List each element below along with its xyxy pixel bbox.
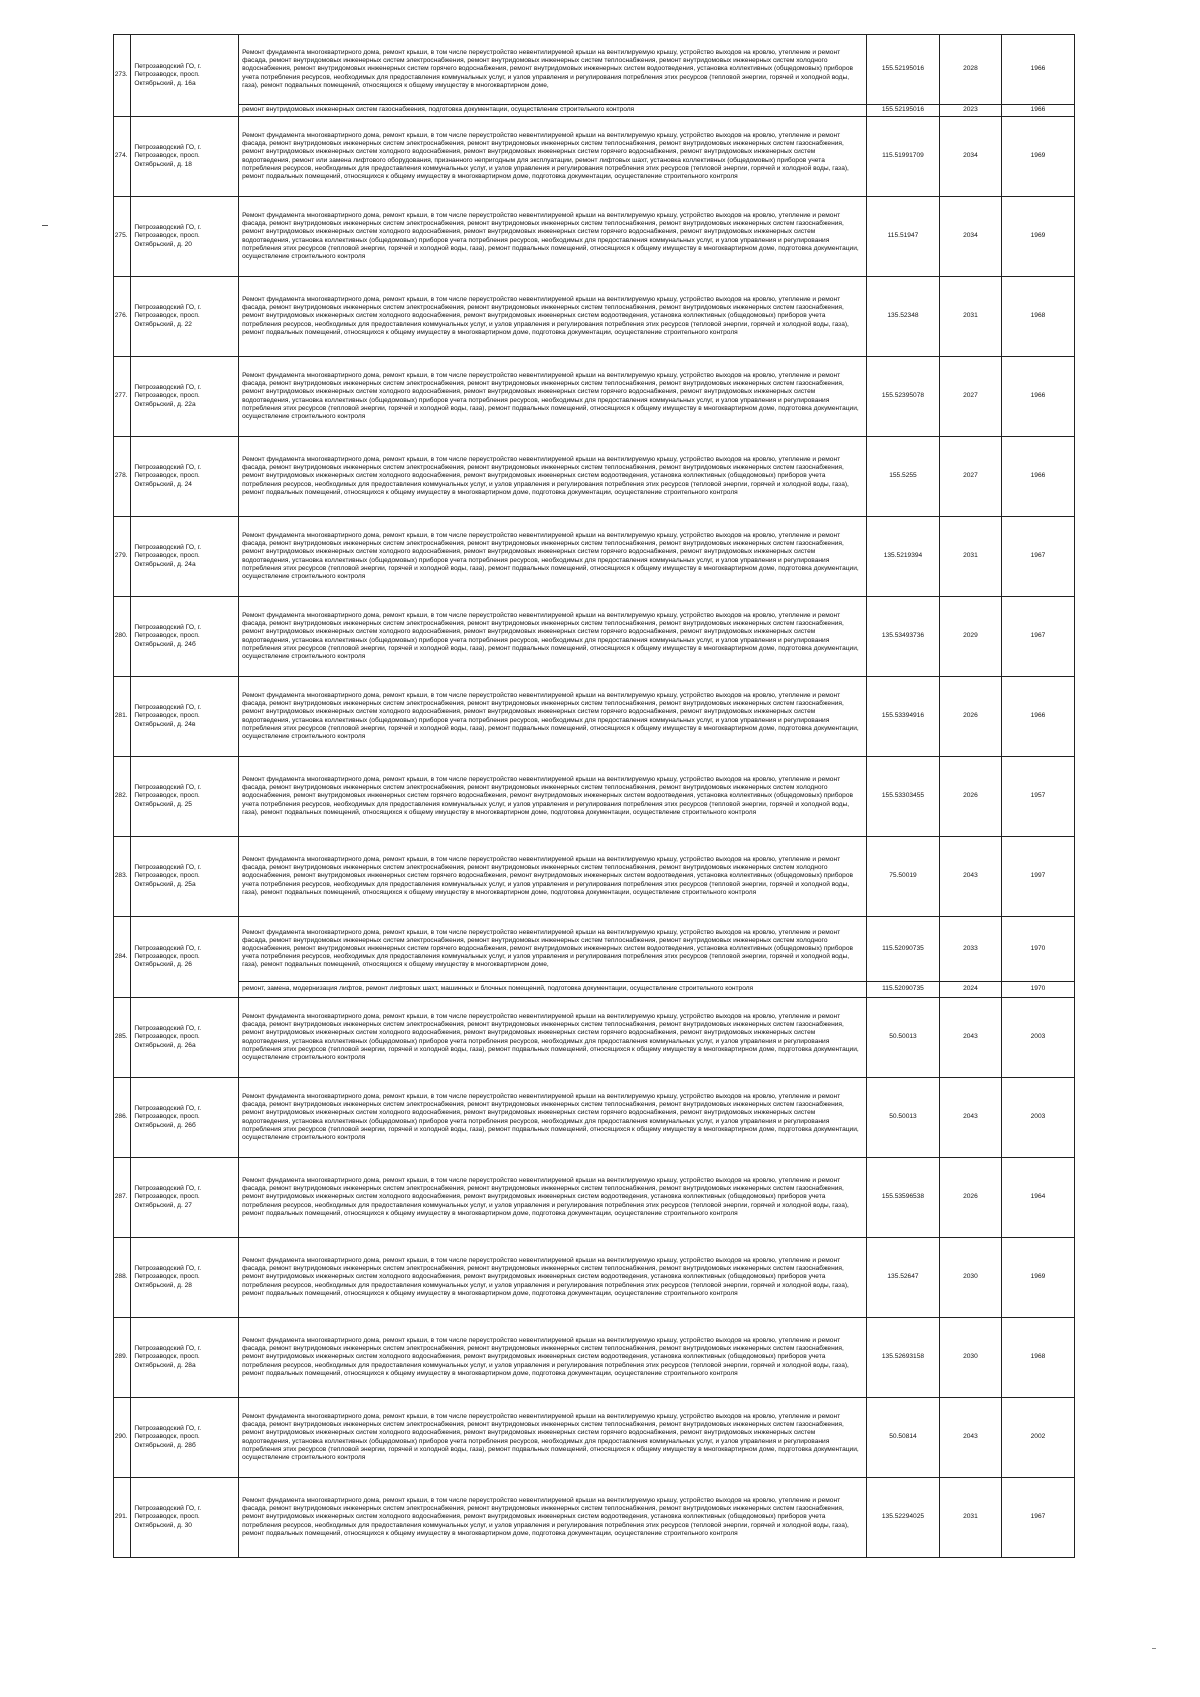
cost-cell: 155.53394916	[866, 677, 939, 757]
works-cell: Ремонт фундамента многоквартирного дома, ремонт крыши, в том числе переустройство невентилируемой крыши на вентилируемую крышу, устройство выходов на кровлю, утепление и ремонт фасада, ремонт внутридомовых инженерных систем электроснабжения, ремонт внутридомовых инженерных систем теплоснабжения, ремонт внутридомовых инженерных систем газоснабжения, ремонт внутридомовых инженерных систем холодного водоснабжения, ремонт внутридомовых инженерных систем водоотведения, установка коллективных (общедомовых) приборов учета потребления ресурсов, необходимых для предоставления коммунальных услуг, и узлов управления и регулирования потребления этих ресурсов (тепловой энергии, горячей и холодной воды, газа), ремонт подвальных помещений, относящихся к общему имуществу в многоквартирном доме, подготовка документации, осуществление строительного контроля	[239, 1318, 867, 1398]
cost-cell: 155.52195016	[866, 35, 939, 105]
cost-cell: 155.52395078	[866, 357, 939, 437]
capital-repair-table	[113, 34, 1075, 1558]
margin-mark	[1152, 1648, 1156, 1649]
row-number: 281.	[114, 677, 131, 757]
address-cell: Петрозаводский ГО, г. Петрозаводск, просп. Октябрьский, д. 26а	[131, 998, 239, 1078]
built-year-cell: 1967	[1001, 1478, 1074, 1558]
address-cell: Петрозаводский ГО, г. Петрозаводск, просп. Октябрьский, д. 28	[131, 1238, 239, 1318]
cost-cell: 155.53303455	[866, 757, 939, 837]
row-number: 273.	[114, 35, 131, 117]
table-row	[114, 837, 1075, 917]
row-number: 283.	[114, 837, 131, 917]
built-year-cell: 1997	[1001, 837, 1074, 917]
planned-year-cell: 2028	[939, 35, 1001, 105]
works-cell: Ремонт фундамента многоквартирного дома, ремонт крыши, в том числе переустройство невентилируемой крыши на вентилируемую крышу, устройство выходов на кровлю, утепление и ремонт фасада, ремонт внутридомовых инженерных систем электроснабжения, ремонт внутридомовых инженерных систем теплоснабжения, ремонт внутридомовых инженерных систем газоснабжения, ремонт внутридомовых инженерных систем холодного водоснабжения, ремонт внутридомовых инженерных систем горячего водоснабжения, ремонт внутридомовых инженерных систем водоотведения, установка коллективных (общедомовых) приборов учета потребления ресурсов, необходимых для предоставления коммунальных услуг, и узлов управления и регулирования потребления этих ресурсов (тепловой энергии, горячей и холодной воды, газа), ремонт подвальных помещений, относящихся к общему имуществу в многоквартирном доме, подготовка документации, осуществление строительного контроля	[239, 677, 867, 757]
planned-year-cell: 2029	[939, 597, 1001, 677]
cost-cell: 50.50013	[866, 998, 939, 1078]
table-row	[114, 1318, 1075, 1398]
table-row	[114, 1478, 1075, 1558]
table-row	[114, 998, 1075, 1078]
address-cell: Петрозаводский ГО, г. Петрозаводск, просп. Октябрьский, д. 30	[131, 1478, 239, 1558]
table-row	[114, 757, 1075, 837]
planned-year-cell: 2043	[939, 837, 1001, 917]
built-year-cell: 2003	[1001, 1078, 1074, 1158]
built-year-cell: 2003	[1001, 998, 1074, 1078]
built-year-cell: 1966	[1001, 357, 1074, 437]
address-cell: Петрозаводский ГО, г. Петрозаводск, просп. Октябрьский, д. 22	[131, 277, 239, 357]
table-row	[114, 517, 1075, 597]
table-row	[114, 35, 1075, 105]
cost-cell: 50.50013	[866, 1078, 939, 1158]
works-cell: Ремонт фундамента многоквартирного дома, ремонт крыши, в том числе переустройство невентилируемой крыши на вентилируемую крышу, устройство выходов на кровлю, утепление и ремонт фасада, ремонт внутридомовых инженерных систем электроснабжения, ремонт внутридомовых инженерных систем теплоснабжения, ремонт внутридомовых инженерных систем газоснабжения, ремонт внутридомовых инженерных систем холодного водоснабжения, ремонт внутридомовых инженерных систем водоотведения, установка коллективных (общедомовых) приборов учета потребления ресурсов, необходимых для предоставления коммунальных услуг, и узлов управления и регулирования потребления этих ресурсов (тепловой энергии, горячей и холодной воды, газа), ремонт подвальных помещений, относящихся к общему имуществу в многоквартирном доме, подготовка документации, осуществление строительного контроля	[239, 1158, 867, 1238]
table-row	[114, 1398, 1075, 1478]
table-row	[114, 277, 1075, 357]
row-number: 274.	[114, 117, 131, 197]
row-number: 282.	[114, 757, 131, 837]
address-cell: Петрозаводский ГО, г. Петрозаводск, просп. Октябрьский, д. 26	[131, 917, 239, 998]
table-row	[114, 197, 1075, 277]
planned-year-cell: 2031	[939, 1478, 1001, 1558]
built-year-cell: 1970	[1001, 982, 1074, 998]
built-year-cell: 1966	[1001, 437, 1074, 517]
cost-cell: 135.52294025	[866, 1478, 939, 1558]
cost-cell: 115.51991709	[866, 117, 939, 197]
address-cell: Петрозаводский ГО, г. Петрозаводск, просп. Октябрьский, д. 20	[131, 197, 239, 277]
row-number: 276.	[114, 277, 131, 357]
works-cell: Ремонт фундамента многоквартирного дома, ремонт крыши, в том числе переустройство невентилируемой крыши на вентилируемую крышу, устройство выходов на кровлю, утепление и ремонт фасада, ремонт внутридомовых инженерных систем электроснабжения, ремонт внутридомовых инженерных систем теплоснабжения, ремонт внутридомовых инженерных систем газоснабжения, ремонт внутридомовых инженерных систем холодного водоснабжения, ремонт внутридомовых инженерных систем водоотведения, установка коллективных (общедомовых) приборов учета потребления ресурсов, необходимых для предоставления коммунальных услуг, и узлов управления и регулирования потребления этих ресурсов (тепловой энергии, горячей и холодной воды, газа), ремонт подвальных помещений, относящихся к общему имуществу в многоквартирном доме, подготовка документации, осуществление строительного контроля	[239, 1238, 867, 1318]
built-year-cell: 1970	[1001, 917, 1074, 982]
cost-cell: 135.53493736	[866, 597, 939, 677]
row-number: 288.	[114, 1238, 131, 1318]
planned-year-cell: 2033	[939, 917, 1001, 982]
works-cell: Ремонт фундамента многоквартирного дома, ремонт крыши, в том числе переустройство невентилируемой крыши на вентилируемую крышу, устройство выходов на кровлю, утепление и ремонт фасада, ремонт внутридомовых инженерных систем электроснабжения, ремонт внутридомовых инженерных систем теплоснабжения, ремонт внутридомовых инженерных систем холодного водоснабжения, ремонт внутридомовых инженерных систем горячего водоснабжения, ремонт внутридомовых инженерных систем водоотведения, установка коллективных (общедомовых) приборов учета потребления ресурсов, необходимых для предоставления коммунальных услуг, и узлов управления и регулирования потребления этих ресурсов (тепловой энергии, горячей и холодной воды, газа), ремонт подвальных помещений, относящихся к общему имуществу в многоквартирном доме, подготовка документации, осуществление строительного контроля	[239, 757, 867, 837]
row-number: 279.	[114, 517, 131, 597]
cost-cell: 135.52348	[866, 277, 939, 357]
cost-cell: 135.52693158	[866, 1318, 939, 1398]
address-cell: Петрозаводский ГО, г. Петрозаводск, просп. Октябрьский, д. 27	[131, 1158, 239, 1238]
address-cell: Петрозаводский ГО, г. Петрозаводск, просп. Октябрьский, д. 18	[131, 117, 239, 197]
margin-mark	[42, 225, 48, 226]
works-cell: Ремонт фундамента многоквартирного дома, ремонт крыши, в том числе переустройство невентилируемой крыши на вентилируемую крышу, устройство выходов на кровлю, утепление и ремонт фасада, ремонт внутридомовых инженерных систем электроснабжения, ремонт внутридомовых инженерных систем теплоснабжения, ремонт внутридомовых инженерных систем газоснабжения, ремонт внутридомовых инженерных систем холодного водоснабжения, ремонт внутридомовых инженерных систем горячего водоснабжения, ремонт внутридомовых инженерных систем водоотведения, установка коллективных (общедомовых) приборов учета потребления ресурсов, необходимых для предоставления коммунальных услуг, и узлов управления и регулирования потребления этих ресурсов (тепловой энергии, горячей и холодной воды, газа), ремонт подвальных помещений, относящихся к общему имуществу в многоквартирном доме, подготовка документации, осуществление строительного контроля	[239, 597, 867, 677]
planned-year-cell: 2043	[939, 1078, 1001, 1158]
works-cell: Ремонт фундамента многоквартирного дома, ремонт крыши, в том числе переустройство невентилируемой крыши на вентилируемую крышу, устройство выходов на кровлю, утепление и ремонт фасада, ремонт внутридомовых инженерных систем электроснабжения, ремонт внутридомовых инженерных систем теплоснабжения, ремонт внутридомовых инженерных систем газоснабжения, ремонт внутридомовых инженерных систем холодного водоснабжения, ремонт внутридомовых инженерных систем горячего водоснабжения, ремонт внутридомовых инженерных систем водоотведения, установка коллективных (общедомовых) приборов учета потребления ресурсов, необходимых для предоставления коммунальных услуг, и узлов управления и регулирования потребления этих ресурсов (тепловой энергии, горячей и холодной воды, газа), ремонт подвальных помещений, относящихся к общему имуществу в многоквартирном доме, подготовка документации, осуществление строительного контроля	[239, 197, 867, 277]
planned-year-cell: 2034	[939, 197, 1001, 277]
planned-year-cell: 2031	[939, 277, 1001, 357]
works-cell: Ремонт фундамента многоквартирного дома, ремонт крыши, в том числе переустройство невентилируемой крыши на вентилируемую крышу, устройство выходов на кровлю, утепление и ремонт фасада, ремонт внутридомовых инженерных систем электроснабжения, ремонт внутридомовых инженерных систем теплоснабжения, ремонт внутридомовых инженерных систем газоснабжения, ремонт внутридомовых инженерных систем холодного водоснабжения, ремонт внутридомовых инженерных систем водоотведения, установка коллективных (общедомовых) приборов учета потребления ресурсов, необходимых для предоставления коммунальных услуг, и узлов управления и регулирования потребления этих ресурсов (тепловой энергии, горячей и холодной воды, газа), ремонт подвальных помещений, относящихся к общему имуществу в многоквартирном доме, подготовка документации, осуществление строительного контроля	[239, 1478, 867, 1558]
address-cell: Петрозаводский ГО, г. Петрозаводск, просп. Октябрьский, д. 28б	[131, 1398, 239, 1478]
table-row	[114, 982, 1075, 998]
table-row	[114, 105, 1075, 117]
planned-year-cell: 2027	[939, 357, 1001, 437]
planned-year-cell: 2024	[939, 982, 1001, 998]
address-cell: Петрозаводский ГО, г. Петрозаводск, просп. Октябрьский, д. 26б	[131, 1078, 239, 1158]
cost-cell: 115.52090735	[866, 917, 939, 982]
row-number: 289.	[114, 1318, 131, 1398]
row-number: 280.	[114, 597, 131, 677]
address-cell: Петрозаводский ГО, г. Петрозаводск, просп. Октябрьский, д. 24а	[131, 517, 239, 597]
address-cell: Петрозаводский ГО, г. Петрозаводск, просп. Октябрьский, д. 22а	[131, 357, 239, 437]
planned-year-cell: 2043	[939, 998, 1001, 1078]
table-row	[114, 1238, 1075, 1318]
works-cell: Ремонт фундамента многоквартирного дома, ремонт крыши, в том числе переустройство невентилируемой крыши на вентилируемую крышу, устройство выходов на кровлю, утепление и ремонт фасада, ремонт внутридомовых инженерных систем электроснабжения, ремонт внутридомовых инженерных систем теплоснабжения, ремонт внутридомовых инженерных систем холодного водоснабжения, ремонт внутридомовых инженерных систем горячего водоснабжения, ремонт внутридомовых инженерных систем водоотведения, установка коллективных (общедомовых) приборов учета потребления ресурсов, необходимых для предоставления коммунальных услуг, и узлов управления и регулирования потребления этих ресурсов (тепловой энергии, горячей и холодной воды, газа), ремонт подвальных помещений, относящихся к общему имуществу в многоквартирном доме,	[239, 35, 867, 105]
row-number: 285.	[114, 998, 131, 1078]
works-cell: Ремонт фундамента многоквартирного дома, ремонт крыши, в том числе переустройство невентилируемой крыши на вентилируемую крышу, устройство выходов на кровлю, утепление и ремонт фасада, ремонт внутридомовых инженерных систем электроснабжения, ремонт внутридомовых инженерных систем теплоснабжения, ремонт внутридомовых инженерных систем газоснабжения, ремонт внутридомовых инженерных систем холодного водоснабжения, ремонт внутридомовых инженерных систем водоотведения, установка коллективных (общедомовых) приборов учета потребления ресурсов, необходимых для предоставления коммунальных услуг, и узлов управления и регулирования потребления этих ресурсов (тепловой энергии, горячей и холодной воды, газа), ремонт подвальных помещений, относящихся к общему имуществу в многоквартирном доме, подготовка документации, осуществление строительного контроля	[239, 277, 867, 357]
built-year-cell: 1967	[1001, 517, 1074, 597]
built-year-cell: 1969	[1001, 1238, 1074, 1318]
cost-cell: 155.5255	[866, 437, 939, 517]
planned-year-cell: 2026	[939, 1158, 1001, 1238]
works-cell: ремонт внутридомовых инженерных систем газоснабжения, подготовка документации, осуществление строительного контроля	[239, 105, 867, 117]
works-cell: Ремонт фундамента многоквартирного дома, ремонт крыши, в том числе переустройство невентилируемой крыши на вентилируемую крышу, устройство выходов на кровлю, утепление и ремонт фасада, ремонт внутридомовых инженерных систем электроснабжения, ремонт внутридомовых инженерных систем теплоснабжения, ремонт внутридомовых инженерных систем газоснабжения, ремонт внутридомовых инженерных систем холодного водоснабжения, ремонт внутридомовых инженерных систем горячего водоснабжения, ремонт внутридомовых инженерных систем водоотведения, ремонт или замена лифтового оборудования, признанного непригодным для эксплуатации, ремонт лифтовых шахт, установка коллективных (общедомовых) приборов учета потребления ресурсов, необходимых для предоставления коммунальных услуг, и узлов управления и регулирования потребления этих ресурсов (тепловой энергии, горячей и холодной воды, газа), ремонт подвальных помещений, относящихся к общему имуществу в многоквартирном доме, подготовка документации, осуществление строительного контроля	[239, 117, 867, 197]
built-year-cell: 1966	[1001, 35, 1074, 105]
row-number: 286.	[114, 1078, 131, 1158]
row-number: 284.	[114, 917, 131, 998]
row-number: 278.	[114, 437, 131, 517]
row-number: 291.	[114, 1478, 131, 1558]
table-row	[114, 117, 1075, 197]
cost-cell: 50.50814	[866, 1398, 939, 1478]
works-cell: Ремонт фундамента многоквартирного дома, ремонт крыши, в том числе переустройство невентилируемой крыши на вентилируемую крышу, устройство выходов на кровлю, утепление и ремонт фасада, ремонт внутридомовых инженерных систем электроснабжения, ремонт внутридомовых инженерных систем теплоснабжения, ремонт внутридомовых инженерных систем газоснабжения, ремонт внутридомовых инженерных систем холодного водоснабжения, ремонт внутридомовых инженерных систем водоотведения, установка коллективных (общедомовых) приборов учета потребления ресурсов, необходимых для предоставления коммунальных услуг, и узлов управления и регулирования потребления этих ресурсов (тепловой энергии, горячей и холодной воды, газа), ремонт подвальных помещений, относящихся к общему имуществу в многоквартирном доме, подготовка документации, осуществление строительного контроля	[239, 437, 867, 517]
row-number: 290.	[114, 1398, 131, 1478]
table-row	[114, 1078, 1075, 1158]
table-row	[114, 357, 1075, 437]
works-cell: Ремонт фундамента многоквартирного дома, ремонт крыши, в том числе переустройство невентилируемой крыши на вентилируемую крышу, устройство выходов на кровлю, утепление и ремонт фасада, ремонт внутридомовых инженерных систем электроснабжения, ремонт внутридомовых инженерных систем теплоснабжения, ремонт внутридомовых инженерных систем газоснабжения, ремонт внутридомовых инженерных систем холодного водоснабжения, ремонт внутридомовых инженерных систем горячего водоснабжения, ремонт внутридомовых инженерных систем водоотведения, установка коллективных (общедомовых) приборов учета потребления ресурсов, необходимых для предоставления коммунальных услуг, и узлов управления и регулирования потребления этих ресурсов (тепловой энергии, горячей и холодной воды, газа), ремонт подвальных помещений, относящихся к общему имуществу в многоквартирном доме, подготовка документации, осуществление строительного контроля	[239, 357, 867, 437]
built-year-cell: 1966	[1001, 105, 1074, 117]
row-number: 275.	[114, 197, 131, 277]
built-year-cell: 1957	[1001, 757, 1074, 837]
built-year-cell: 2002	[1001, 1398, 1074, 1478]
table-row	[114, 597, 1075, 677]
cost-cell: 115.51947	[866, 197, 939, 277]
address-cell: Петрозаводский ГО, г. Петрозаводск, просп. Октябрьский, д. 25	[131, 757, 239, 837]
planned-year-cell: 2026	[939, 757, 1001, 837]
address-cell: Петрозаводский ГО, г. Петрозаводск, просп. Октябрьский, д. 24в	[131, 677, 239, 757]
table-body	[114, 35, 1075, 1558]
cost-cell: 135.5219394	[866, 517, 939, 597]
address-cell: Петрозаводский ГО, г. Петрозаводск, просп. Октябрьский, д. 28а	[131, 1318, 239, 1398]
built-year-cell: 1968	[1001, 277, 1074, 357]
table-row	[114, 1158, 1075, 1238]
planned-year-cell: 2026	[939, 677, 1001, 757]
works-cell: Ремонт фундамента многоквартирного дома, ремонт крыши, в том числе переустройство невентилируемой крыши на вентилируемую крышу, устройство выходов на кровлю, утепление и ремонт фасада, ремонт внутридомовых инженерных систем электроснабжения, ремонт внутридомовых инженерных систем теплоснабжения, ремонт внутридомовых инженерных систем холодного водоснабжения, ремонт внутридомовых инженерных систем горячего водоснабжения, ремонт внутридомовых инженерных систем водоотведения, установка коллективных (общедомовых) приборов учета потребления ресурсов, необходимых для предоставления коммунальных услуг, и узлов управления и регулирования потребления этих ресурсов (тепловой энергии, горячей и холодной воды, газа), ремонт подвальных помещений, относящихся к общему имуществу в многоквартирном доме, подготовка документации, осуществление строительного контроля	[239, 837, 867, 917]
planned-year-cell: 2030	[939, 1238, 1001, 1318]
built-year-cell: 1968	[1001, 1318, 1074, 1398]
works-cell: ремонт, замена, модернизация лифтов, ремонт лифтовых шахт, машинных и блочных помещений, подготовка документации, осуществление строительного контроля	[239, 982, 867, 998]
planned-year-cell: 2031	[939, 517, 1001, 597]
works-cell: Ремонт фундамента многоквартирного дома, ремонт крыши, в том числе переустройство невентилируемой крыши на вентилируемую крышу, устройство выходов на кровлю, утепление и ремонт фасада, ремонт внутридомовых инженерных систем электроснабжения, ремонт внутридомовых инженерных систем теплоснабжения, ремонт внутридомовых инженерных систем газоснабжения, ремонт внутридомовых инженерных систем холодного водоснабжения, ремонт внутридомовых инженерных систем горячего водоснабжения, ремонт внутридомовых инженерных систем водоотведения, установка коллективных (общедомовых) приборов учета потребления ресурсов, необходимых для предоставления коммунальных услуг, и узлов управления и регулирования потребления этих ресурсов (тепловой энергии, горячей и холодной воды, газа), ремонт подвальных помещений, относящихся к общему имуществу в многоквартирном доме, подготовка документации, осуществление строительного контроля	[239, 517, 867, 597]
table-row	[114, 437, 1075, 517]
row-number: 277.	[114, 357, 131, 437]
cost-cell: 155.52195016	[866, 105, 939, 117]
row-number: 287.	[114, 1158, 131, 1238]
cost-cell: 155.53596538	[866, 1158, 939, 1238]
built-year-cell: 1966	[1001, 677, 1074, 757]
built-year-cell: 1969	[1001, 197, 1074, 277]
works-cell: Ремонт фундамента многоквартирного дома, ремонт крыши, в том числе переустройство невентилируемой крыши на вентилируемую крышу, устройство выходов на кровлю, утепление и ремонт фасада, ремонт внутридомовых инженерных систем электроснабжения, ремонт внутридомовых инженерных систем теплоснабжения, ремонт внутридомовых инженерных систем холодного водоснабжения, ремонт внутридомовых инженерных систем горячего водоснабжения, ремонт внутридомовых инженерных систем водоотведения, установка коллективных (общедомовых) приборов учета потребления ресурсов, необходимых для предоставления коммунальных услуг, и узлов управления и регулирования потребления этих ресурсов (тепловой энергии, горячей и холодной воды, газа), ремонт подвальных помещений, относящихся к общему имуществу в многоквартирном доме,	[239, 917, 867, 982]
cost-cell: 75.50019	[866, 837, 939, 917]
planned-year-cell: 2023	[939, 105, 1001, 117]
planned-year-cell: 2030	[939, 1318, 1001, 1398]
table-row	[114, 677, 1075, 757]
address-cell: Петрозаводский ГО, г. Петрозаводск, просп. Октябрьский, д. 24	[131, 437, 239, 517]
planned-year-cell: 2027	[939, 437, 1001, 517]
built-year-cell: 1967	[1001, 597, 1074, 677]
address-cell: Петрозаводский ГО, г. Петрозаводск, просп. Октябрьский, д. 25а	[131, 837, 239, 917]
works-cell: Ремонт фундамента многоквартирного дома, ремонт крыши, в том числе переустройство невентилируемой крыши на вентилируемую крышу, устройство выходов на кровлю, утепление и ремонт фасада, ремонт внутридомовых инженерных систем электроснабжения, ремонт внутридомовых инженерных систем теплоснабжения, ремонт внутридомовых инженерных систем газоснабжения, ремонт внутридомовых инженерных систем холодного водоснабжения, ремонт внутридомовых инженерных систем горячего водоснабжения, ремонт внутридомовых инженерных систем водоотведения, установка коллективных (общедомовых) приборов учета потребления ресурсов, необходимых для предоставления коммунальных услуг, и узлов управления и регулирования потребления этих ресурсов (тепловой энергии, горячей и холодной воды, газа), ремонт подвальных помещений, относящихся к общему имуществу в многоквартирном доме, подготовка документации, осуществление строительного контроля	[239, 1078, 867, 1158]
cost-cell: 115.52090735	[866, 982, 939, 998]
built-year-cell: 1969	[1001, 117, 1074, 197]
address-cell: Петрозаводский ГО, г. Петрозаводск, просп. Октябрьский, д. 24б	[131, 597, 239, 677]
works-cell: Ремонт фундамента многоквартирного дома, ремонт крыши, в том числе переустройство невентилируемой крыши на вентилируемую крышу, устройство выходов на кровлю, утепление и ремонт фасада, ремонт внутридомовых инженерных систем электроснабжения, ремонт внутридомовых инженерных систем теплоснабжения, ремонт внутридомовых инженерных систем газоснабжения, ремонт внутридомовых инженерных систем холодного водоснабжения, ремонт внутридомовых инженерных систем горячего водоснабжения, ремонт внутридомовых инженерных систем водоотведения, установка коллективных (общедомовых) приборов учета потребления ресурсов, необходимых для предоставления коммунальных услуг, и узлов управления и регулирования потребления этих ресурсов (тепловой энергии, горячей и холодной воды, газа), ремонт подвальных помещений, относящихся к общему имуществу в многоквартирном доме, подготовка документации, осуществление строительного контроля	[239, 1398, 867, 1478]
works-cell: Ремонт фундамента многоквартирного дома, ремонт крыши, в том числе переустройство невентилируемой крыши на вентилируемую крышу, устройство выходов на кровлю, утепление и ремонт фасада, ремонт внутридомовых инженерных систем электроснабжения, ремонт внутридомовых инженерных систем теплоснабжения, ремонт внутридомовых инженерных систем газоснабжения, ремонт внутридомовых инженерных систем холодного водоснабжения, ремонт внутридомовых инженерных систем горячего водоснабжения, ремонт внутридомовых инженерных систем водоотведения, установка коллективных (общедомовых) приборов учета потребления ресурсов, необходимых для предоставления коммунальных услуг, и узлов управления и регулирования потребления этих ресурсов (тепловой энергии, горячей и холодной воды, газа), ремонт подвальных помещений, относящихся к общему имуществу в многоквартирном доме, подготовка документации, осуществление строительного контроля	[239, 998, 867, 1078]
address-cell: Петрозаводский ГО, г. Петрозаводск, просп. Октябрьский, д. 16а	[131, 35, 239, 117]
cost-cell: 135.52647	[866, 1238, 939, 1318]
planned-year-cell: 2043	[939, 1398, 1001, 1478]
table-row	[114, 917, 1075, 982]
planned-year-cell: 2034	[939, 117, 1001, 197]
built-year-cell: 1964	[1001, 1158, 1074, 1238]
